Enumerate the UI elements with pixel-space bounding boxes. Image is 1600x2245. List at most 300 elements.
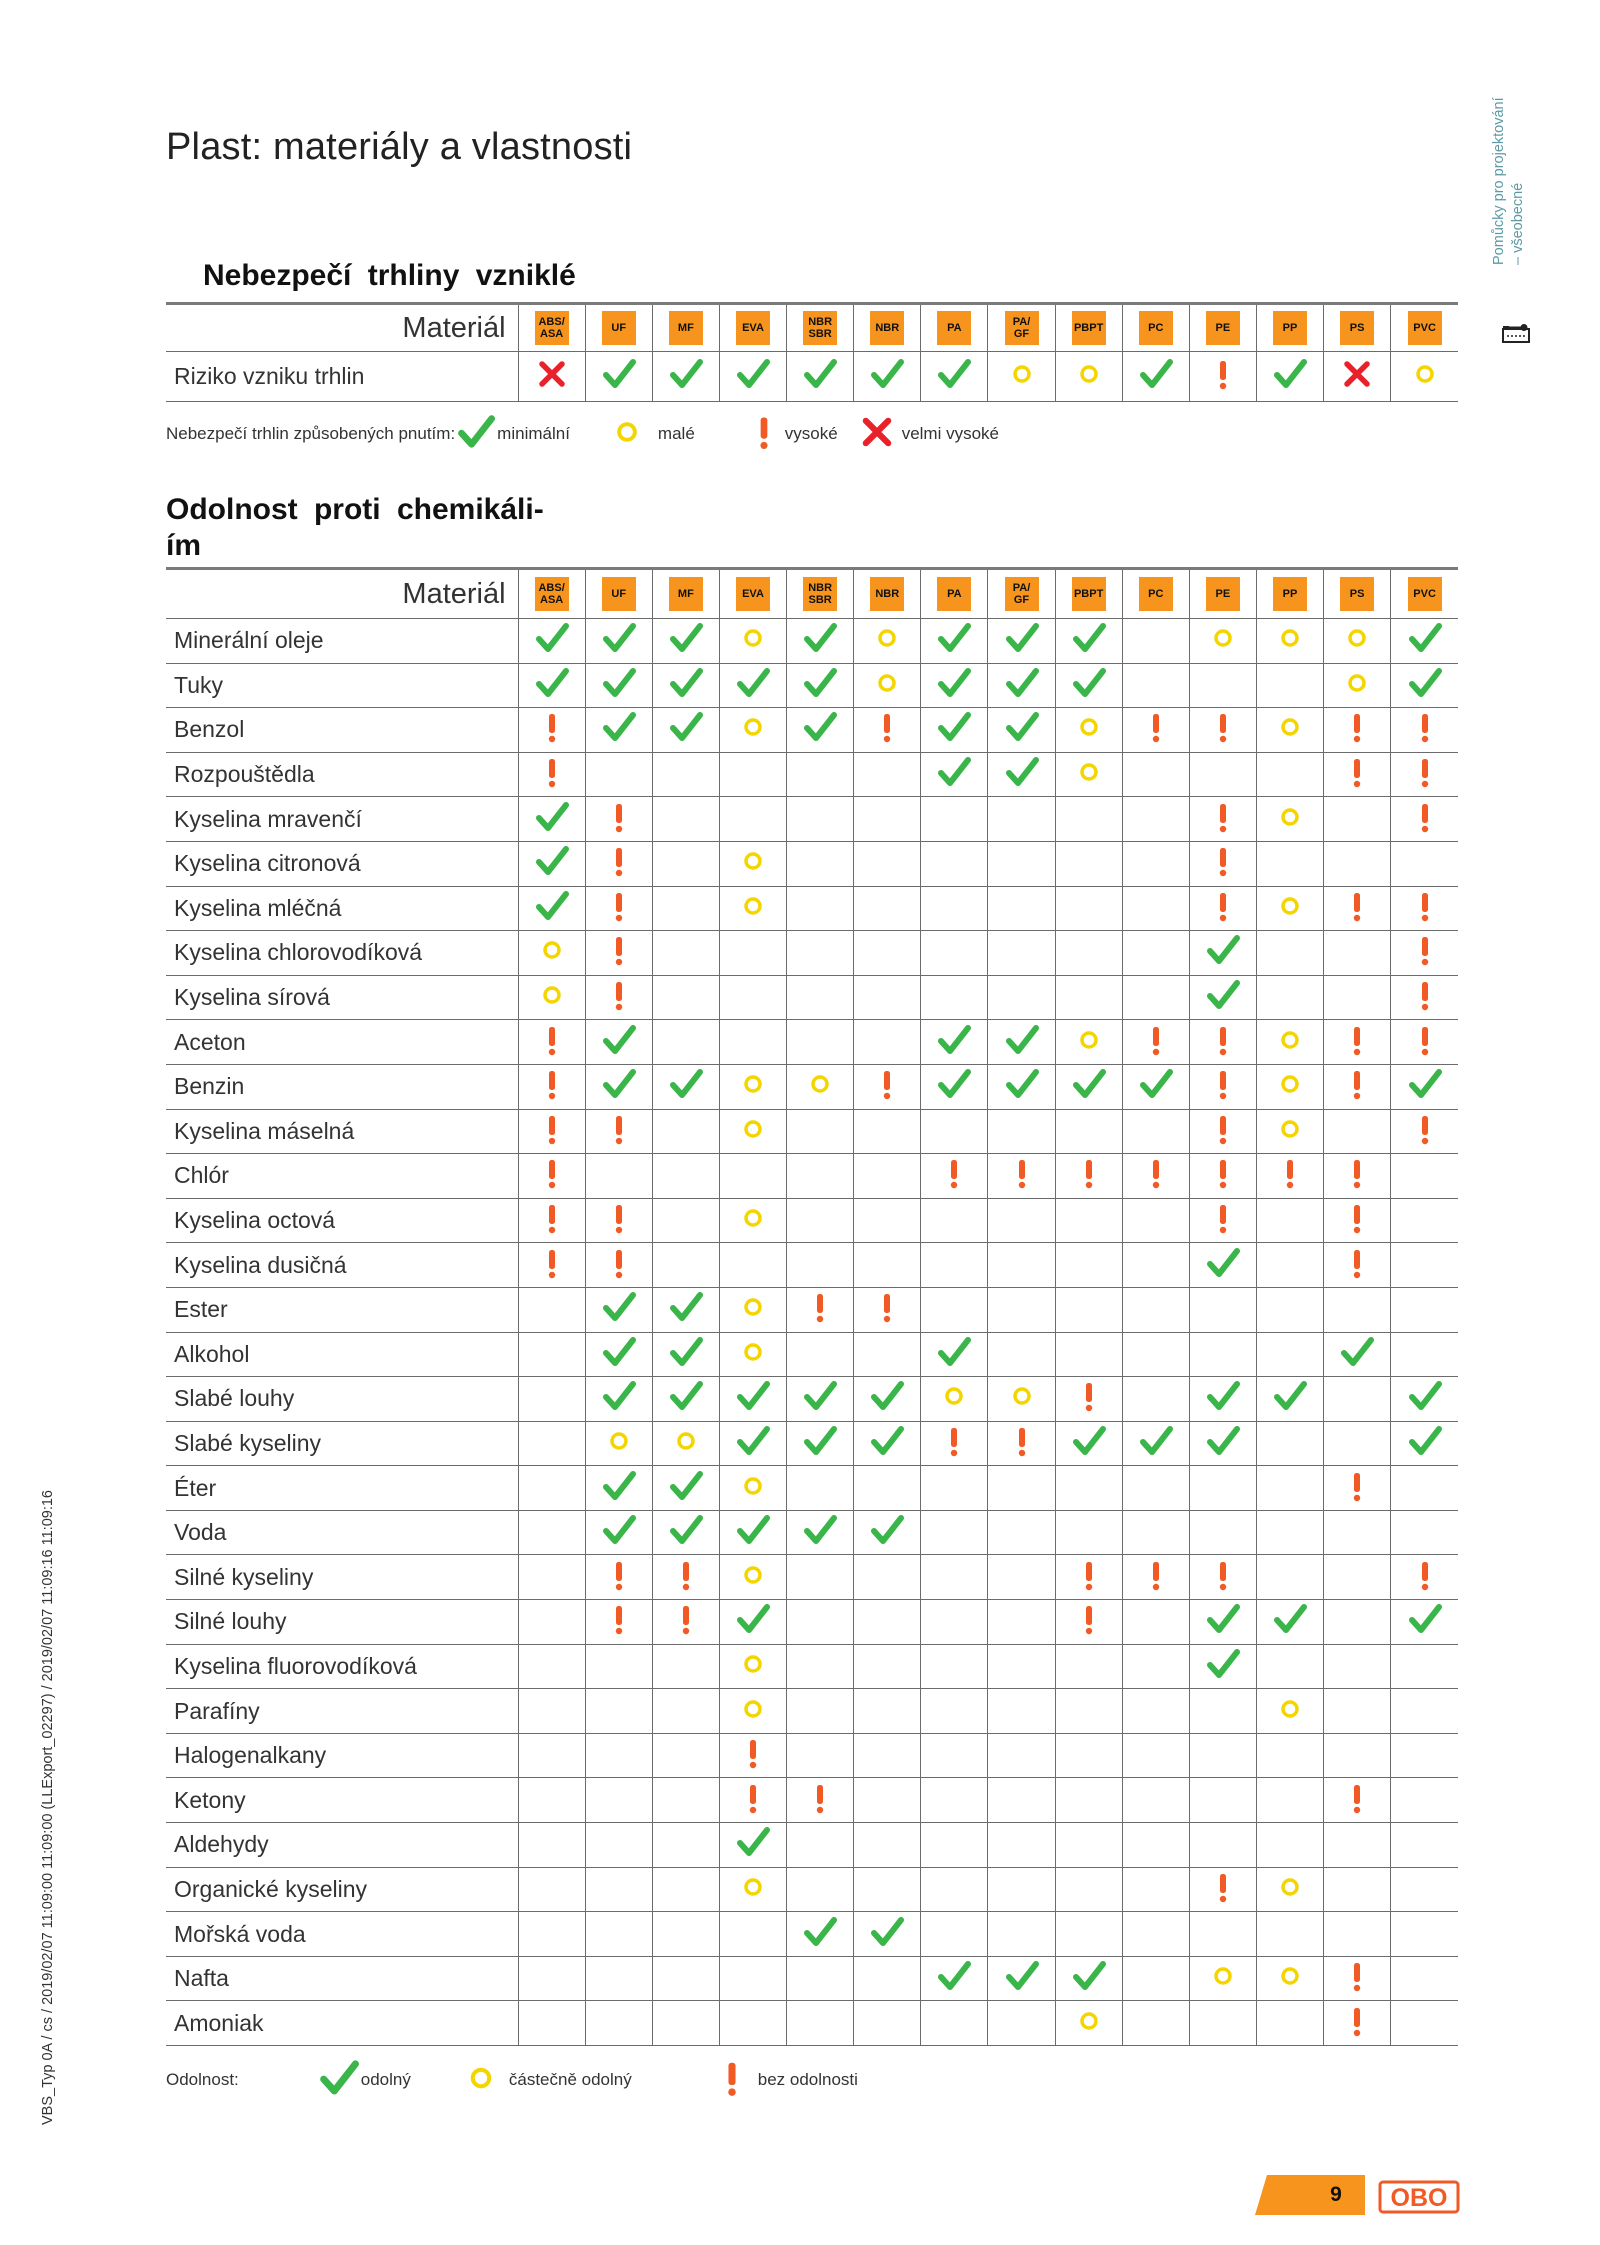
exclamation-icon (1340, 1246, 1374, 1285)
rating-cell (1055, 841, 1122, 886)
rating-cell (854, 1198, 921, 1243)
rating-cell (518, 352, 585, 402)
exclamation-icon (736, 1781, 770, 1820)
rating-cell (854, 1020, 921, 1065)
rating-cell (1256, 2001, 1323, 2046)
material-badge: PA (937, 577, 971, 611)
rating-cell (719, 1466, 786, 1511)
rating-cell (1391, 352, 1458, 402)
check-icon (1408, 1424, 1442, 1463)
material-header-cell (1324, 304, 1391, 352)
rating-cell (1256, 1689, 1323, 1734)
exclamation-icon (1072, 1379, 1106, 1418)
check-icon (803, 621, 837, 660)
check-icon (1206, 1379, 1240, 1418)
rating-cell (652, 663, 719, 708)
rating-cell (518, 1109, 585, 1154)
rating-cell (585, 886, 652, 931)
chemical-heading-line1: Odolnost proti chemikáli- (166, 493, 544, 526)
rating-cell (787, 619, 854, 664)
rating-cell (652, 1778, 719, 1823)
rating-cell (988, 619, 1055, 664)
rating-cell (652, 619, 719, 664)
check-icon (669, 710, 703, 749)
table-row (166, 1555, 1458, 1600)
rating-cell (1189, 1689, 1256, 1734)
rating-cell (1256, 1823, 1323, 1868)
rating-cell (518, 886, 585, 931)
check-icon (602, 710, 636, 749)
rating-cell (518, 1198, 585, 1243)
rating-cell (652, 352, 719, 402)
rating-cell (719, 1733, 786, 1778)
check-icon (736, 1424, 770, 1463)
rating-cell (518, 752, 585, 797)
table-row (166, 352, 1458, 402)
exclamation-icon (736, 1736, 770, 1775)
material-header-cell (787, 569, 854, 619)
check-icon (535, 844, 569, 883)
circle-icon (1072, 1023, 1106, 1062)
rating-cell (719, 1109, 786, 1154)
row-label: Ketony (166, 1778, 518, 1823)
material-header-cell (1256, 569, 1323, 619)
table-row (166, 1644, 1458, 1689)
exclamation-icon (602, 1246, 636, 1285)
rating-cell (1055, 1109, 1122, 1154)
rating-cell (1189, 1510, 1256, 1555)
exclamation-icon (602, 1112, 636, 1151)
table-row (166, 1332, 1458, 1377)
rating-cell (1189, 1377, 1256, 1422)
exclamation-icon (1206, 1067, 1240, 1106)
rating-cell (518, 1555, 585, 1600)
rating-cell (719, 1823, 786, 1868)
rating-cell (854, 1510, 921, 1555)
circle-icon (870, 621, 904, 660)
rating-cell (1256, 1956, 1323, 2001)
rating-cell (1055, 663, 1122, 708)
rating-cell (787, 1020, 854, 1065)
rating-cell (854, 663, 921, 708)
rating-cell (585, 1778, 652, 1823)
rating-cell (988, 797, 1055, 842)
rating-cell (787, 1109, 854, 1154)
row-label: Kyselina octová (166, 1198, 518, 1243)
rating-cell (1324, 752, 1391, 797)
rating-cell (719, 663, 786, 708)
rating-cell (585, 752, 652, 797)
check-icon (1340, 1335, 1374, 1374)
rating-cell (1122, 1332, 1189, 1377)
material-badge: PVC (1408, 311, 1442, 345)
rating-cell (585, 619, 652, 664)
rating-cell (1256, 1644, 1323, 1689)
rating-cell (719, 1421, 786, 1466)
rating-cell (719, 797, 786, 842)
rating-cell (988, 1600, 1055, 1645)
rating-cell (652, 752, 719, 797)
rating-cell (1256, 1912, 1323, 1957)
exclamation-icon (1273, 1156, 1307, 1195)
rating-cell (1324, 1600, 1391, 1645)
rating-cell (1189, 1287, 1256, 1332)
table-row (166, 1867, 1458, 1912)
rating-cell (1391, 1867, 1458, 1912)
rating-cell (1324, 619, 1391, 664)
exclamation-icon (1340, 1156, 1374, 1195)
legend-minimal: minimální (457, 413, 570, 456)
page-title: Plast: materiály a vlastnosti (166, 126, 633, 168)
chemical-heading-line2: ím (166, 529, 202, 562)
rating-cell (988, 1287, 1055, 1332)
exclamation-icon (1206, 1201, 1240, 1240)
check-icon (803, 1915, 837, 1954)
circle-icon (736, 1469, 770, 1508)
exclamation-icon (535, 710, 569, 749)
exclamation-icon (1408, 755, 1442, 794)
rating-cell (854, 708, 921, 753)
table-row (166, 1778, 1458, 1823)
rating-cell (988, 841, 1055, 886)
rating-cell (518, 1823, 585, 1868)
rating-cell (787, 708, 854, 753)
check-icon (803, 1424, 837, 1463)
material-header-cell (1391, 569, 1458, 619)
check-icon (870, 1513, 904, 1552)
rating-cell (1256, 1198, 1323, 1243)
exclamation-icon (602, 978, 636, 1017)
exclamation-icon (1005, 1156, 1039, 1195)
material-badge: EVA (736, 577, 770, 611)
check-icon (1408, 1602, 1442, 1641)
rating-cell (518, 975, 585, 1020)
rating-cell (1391, 619, 1458, 664)
exclamation-icon (669, 1558, 703, 1597)
check-icon (602, 1335, 636, 1374)
rating-cell (652, 1154, 719, 1199)
row-label: Éter (166, 1466, 518, 1511)
rating-cell (1324, 975, 1391, 1020)
check-icon (1273, 1602, 1307, 1641)
circle-icon (1072, 357, 1106, 396)
material-header-cell (921, 304, 988, 352)
table-row (166, 886, 1458, 931)
material-badge: NBR (870, 311, 904, 345)
check-icon (736, 1379, 770, 1418)
document-meta-text: VBS_Typ 0A / cs / 2019/02/07 11:09:00 11:09:00 (LLExport_02297) / 2019/02/07 11:09:16 11:09:16 (40, 1490, 56, 2125)
exclamation-icon (535, 1201, 569, 1240)
material-badge: PP (1273, 311, 1307, 345)
rating-cell (1189, 1198, 1256, 1243)
check-icon (1072, 1424, 1106, 1463)
rating-cell (1256, 1466, 1323, 1511)
table-row (166, 1377, 1458, 1422)
rating-cell (988, 1867, 1055, 1912)
rating-cell (1055, 1600, 1122, 1645)
rating-cell (1391, 1600, 1458, 1645)
rating-cell (854, 886, 921, 931)
rating-cell (518, 1510, 585, 1555)
rating-cell (787, 1600, 854, 1645)
exclamation-icon (1340, 1201, 1374, 1240)
legend-partial: částečně odolný (461, 2058, 632, 2103)
material-header-cell (1324, 569, 1391, 619)
rating-cell (719, 1644, 786, 1689)
exclamation-icon (1206, 1558, 1240, 1597)
rating-cell (719, 1198, 786, 1243)
row-label: Amoniak (166, 2001, 518, 2046)
rating-cell (1055, 1287, 1122, 1332)
row-label: Kyselina mravenčí (166, 797, 518, 842)
rating-cell (921, 1733, 988, 1778)
exclamation-icon (535, 1023, 569, 1062)
row-label: Alkohol (166, 1332, 518, 1377)
rating-cell (1391, 1020, 1458, 1065)
rating-cell (854, 1823, 921, 1868)
check-icon (803, 710, 837, 749)
rating-cell (652, 2001, 719, 2046)
rating-cell (518, 619, 585, 664)
rating-cell (585, 1912, 652, 1957)
rating-cell (1122, 1600, 1189, 1645)
check-icon (669, 1335, 703, 1374)
rating-cell (1391, 1956, 1458, 2001)
rating-cell (787, 663, 854, 708)
rating-cell (1189, 619, 1256, 664)
rating-cell (787, 797, 854, 842)
row-label: Slabé louhy (166, 1377, 518, 1422)
rating-cell (854, 1243, 921, 1288)
row-label: Nafta (166, 1956, 518, 2001)
exclamation-icon (1408, 933, 1442, 972)
rating-cell (988, 1154, 1055, 1199)
rating-cell (1055, 1377, 1122, 1422)
table-row (166, 1733, 1458, 1778)
rating-cell (1122, 975, 1189, 1020)
rating-cell (854, 1912, 921, 1957)
row-label: Silné kyseliny (166, 1555, 518, 1600)
material-badge: PS (1340, 311, 1374, 345)
rating-cell (988, 1109, 1055, 1154)
rating-cell (518, 841, 585, 886)
rating-cell (921, 1689, 988, 1734)
rating-cell (1324, 1377, 1391, 1422)
rating-cell (1256, 619, 1323, 664)
legend-resistant: odolný (319, 2058, 411, 2103)
rating-cell (1122, 1154, 1189, 1199)
rating-cell (719, 708, 786, 753)
circle-icon (870, 666, 904, 705)
circle-icon (461, 2058, 501, 2103)
rating-cell (1256, 1867, 1323, 1912)
rating-cell (1055, 797, 1122, 842)
check-icon (736, 1602, 770, 1641)
material-badge: UF (602, 577, 636, 611)
circle-icon (736, 1067, 770, 1106)
exclamation-icon (1206, 889, 1240, 928)
rating-cell (1256, 931, 1323, 976)
rating-cell (1122, 1287, 1189, 1332)
rating-cell (1391, 1109, 1458, 1154)
circle-icon (1072, 710, 1106, 749)
exclamation-icon (1340, 1781, 1374, 1820)
rating-cell (1055, 708, 1122, 753)
rating-cell (518, 1154, 585, 1199)
circle-icon (937, 1379, 971, 1418)
rating-cell (988, 1377, 1055, 1422)
rating-cell (1055, 619, 1122, 664)
rating-cell (1324, 1823, 1391, 1868)
table-row (166, 975, 1458, 1020)
rating-cell (518, 797, 585, 842)
rating-cell (1391, 1510, 1458, 1555)
check-icon (669, 1067, 703, 1106)
rating-cell (1189, 931, 1256, 976)
rating-cell (787, 1823, 854, 1868)
table-row (166, 931, 1458, 976)
check-icon (1005, 1959, 1039, 1998)
rating-cell (585, 1109, 652, 1154)
rating-cell (1189, 1154, 1256, 1199)
rating-cell (854, 1778, 921, 1823)
rating-cell (585, 841, 652, 886)
material-badge: PS (1340, 577, 1374, 611)
rating-cell (1122, 619, 1189, 664)
rating-cell (719, 931, 786, 976)
exclamation-icon (1408, 1558, 1442, 1597)
exclamation-icon (535, 755, 569, 794)
rating-cell (854, 975, 921, 1020)
rating-cell (1391, 886, 1458, 931)
rating-cell (585, 931, 652, 976)
rating-cell (652, 1956, 719, 2001)
rating-cell (1391, 1332, 1458, 1377)
check-icon (1408, 621, 1442, 660)
exclamation-icon (1206, 1870, 1240, 1909)
table-row (166, 619, 1458, 664)
exclamation-icon (870, 1290, 904, 1329)
table-row (166, 663, 1458, 708)
rating-cell (1391, 1689, 1458, 1734)
rating-cell (585, 975, 652, 1020)
rating-cell (787, 752, 854, 797)
rating-cell (1324, 663, 1391, 708)
table-row (166, 1198, 1458, 1243)
rating-cell (1055, 975, 1122, 1020)
rating-cell (719, 1600, 786, 1645)
table-row (166, 1020, 1458, 1065)
row-label: Mořská voda (166, 1912, 518, 1957)
circle-icon (736, 889, 770, 928)
rating-cell (921, 1778, 988, 1823)
rating-cell (1256, 752, 1323, 797)
check-icon (937, 1023, 971, 1062)
row-label: Kyselina chlorovodíková (166, 931, 518, 976)
rating-cell (1189, 663, 1256, 708)
rating-cell (988, 1020, 1055, 1065)
rating-cell (1189, 1109, 1256, 1154)
exclamation-icon (1340, 1023, 1374, 1062)
rating-cell (1324, 1020, 1391, 1065)
circle-icon (1206, 1959, 1240, 1998)
rating-cell (787, 1555, 854, 1600)
rating-cell (921, 1555, 988, 1600)
material-badge: PC (1139, 311, 1173, 345)
rating-cell (585, 1332, 652, 1377)
rating-cell (1256, 1064, 1323, 1109)
rating-cell (921, 1956, 988, 2001)
rating-cell (921, 752, 988, 797)
rating-cell (1055, 1332, 1122, 1377)
rating-cell (1055, 1466, 1122, 1511)
check-icon (669, 357, 703, 396)
material-header-cell (988, 304, 1055, 352)
side-section-line2: – všeobecné (1510, 182, 1526, 265)
rating-cell (1122, 708, 1189, 753)
circle-icon (1273, 800, 1307, 839)
rating-cell (787, 1332, 854, 1377)
rating-cell (1122, 352, 1189, 402)
exclamation-icon (1408, 978, 1442, 1017)
circle-icon (803, 1067, 837, 1106)
material-badge: PVC (1408, 577, 1442, 611)
rating-cell (1256, 1287, 1323, 1332)
rating-cell (652, 1421, 719, 1466)
check-icon (602, 1379, 636, 1418)
rating-cell (1122, 1912, 1189, 1957)
rating-cell (719, 1912, 786, 1957)
rating-cell (1055, 1154, 1122, 1199)
check-icon (937, 621, 971, 660)
check-icon (602, 1513, 636, 1552)
exclamation-icon (602, 1558, 636, 1597)
circle-icon (736, 1112, 770, 1151)
material-badge: PE (1206, 311, 1240, 345)
rating-cell (652, 1510, 719, 1555)
rating-cell (1324, 1733, 1391, 1778)
rating-cell (1256, 708, 1323, 753)
rating-cell (1324, 352, 1391, 402)
rating-cell (719, 1243, 786, 1288)
rating-cell (921, 1198, 988, 1243)
rating-cell (854, 1421, 921, 1466)
rating-cell (1324, 1109, 1391, 1154)
circle-icon (736, 844, 770, 883)
row-label: Ester (166, 1287, 518, 1332)
check-icon (937, 1959, 971, 1998)
rating-cell (854, 1956, 921, 2001)
rating-cell (719, 1956, 786, 2001)
rating-cell (652, 1867, 719, 1912)
material-header-cell (787, 304, 854, 352)
rating-cell (854, 1600, 921, 1645)
rating-cell (585, 1243, 652, 1288)
rating-cell (1324, 1689, 1391, 1734)
rating-cell (719, 619, 786, 664)
exclamation-icon (535, 1246, 569, 1285)
rating-cell (585, 1733, 652, 1778)
rating-cell (518, 2001, 585, 2046)
material-header-cell (854, 304, 921, 352)
exclamation-icon (1206, 800, 1240, 839)
rating-cell (854, 1689, 921, 1734)
table-row (166, 752, 1458, 797)
rating-cell (1122, 931, 1189, 976)
row-label: Benzin (166, 1064, 518, 1109)
rating-cell (1391, 1287, 1458, 1332)
rating-cell (854, 1332, 921, 1377)
